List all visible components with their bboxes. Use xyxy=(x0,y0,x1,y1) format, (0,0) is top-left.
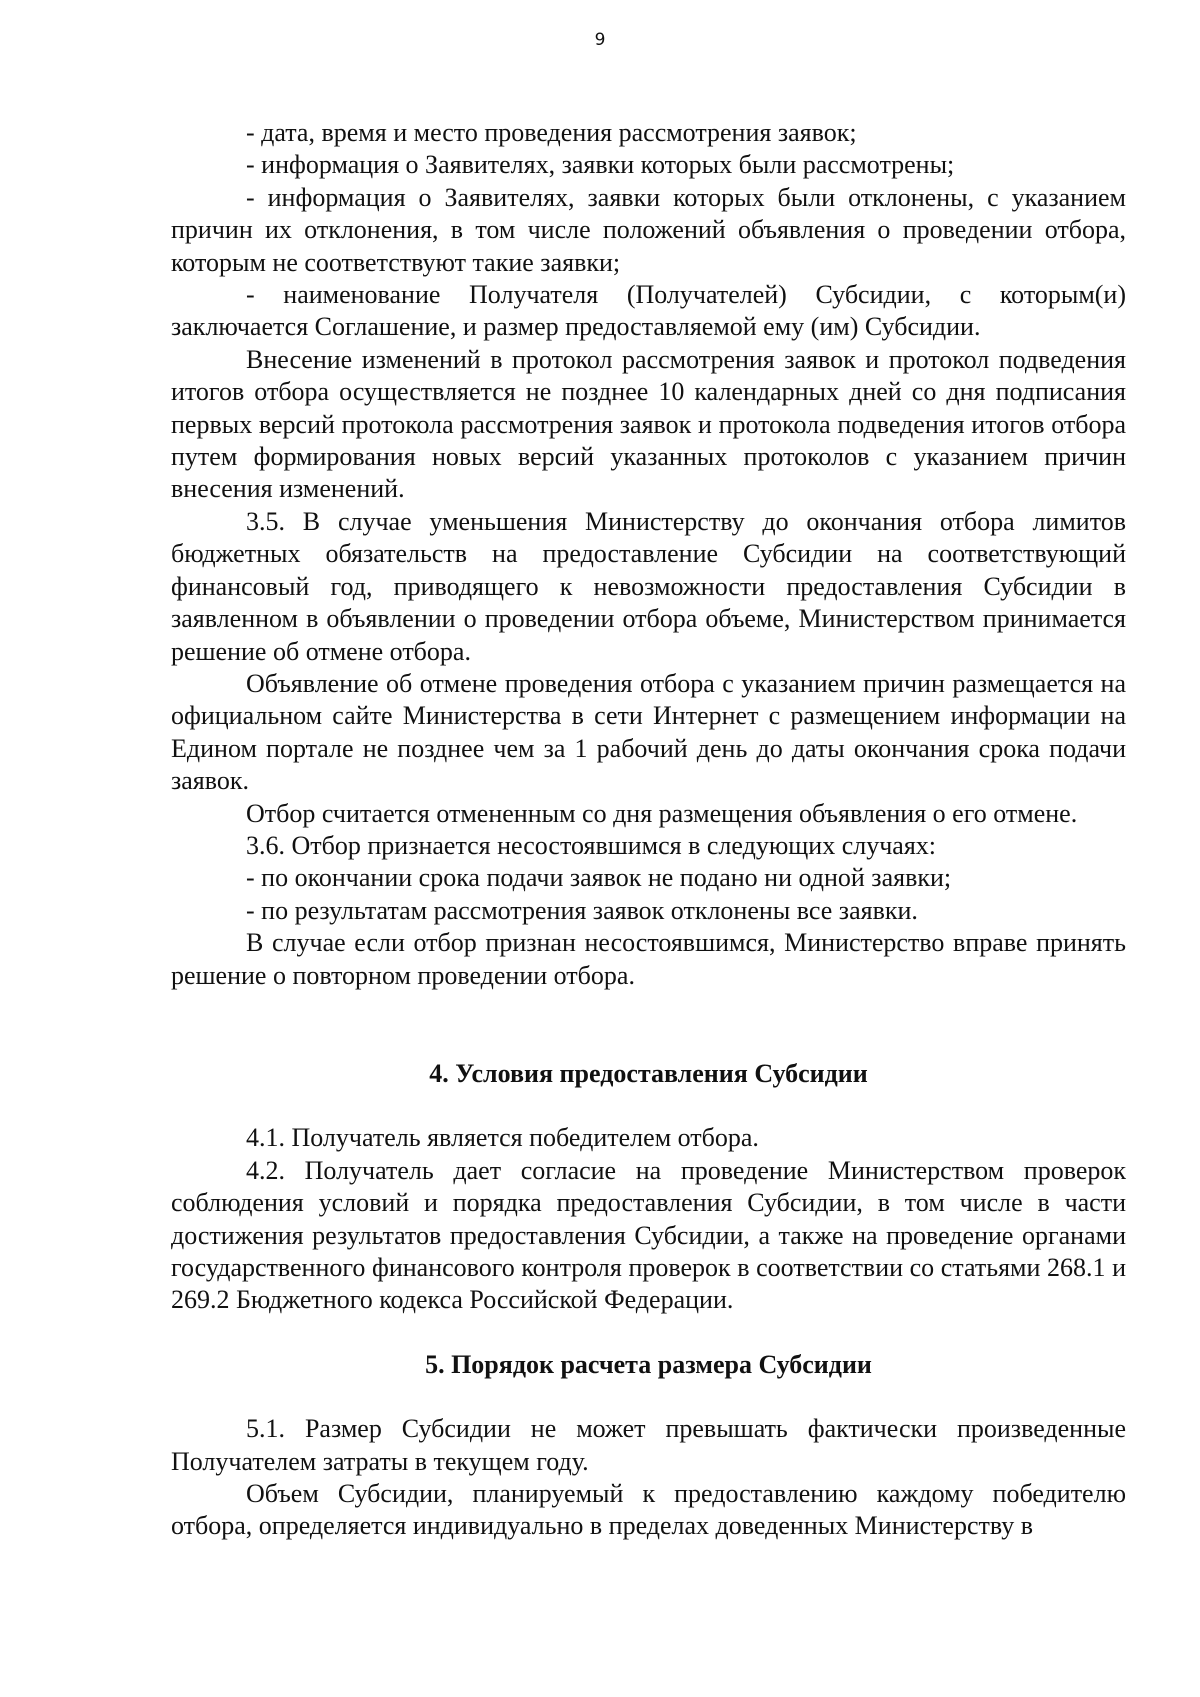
paragraph-3-5: 3.5. В случае уменьшения Министерству до окончания отбора лимитов бюджетных обязательств на предоставление Субсидии на соответствующий финансовый год, приводящего к невозможности предоставления Субсидии в заявленном в объявлении о проведении отбора объеме, Министерством принимается решение об отмене отбора. xyxy=(171,506,1126,666)
paragraph-4-2: 4.2. Получатель дает согласие на проведение Министерством проверок соблюдения условий и порядка предоставления Субсидии, в том числе в части достижения результатов предоставления Субсидии, а также на проведение органами государственного финансового контроля проверок в соответствии со статьями 268.1 и 269.2 Бюджетного кодекса Российской Федерации. xyxy=(171,1155,1126,1315)
paragraph-4-1: 4.1. Получатель является победителем отбора. xyxy=(246,1123,759,1153)
paragraph-protocol-date: - дата, время и место проведения рассмотрения заявок; xyxy=(246,118,857,147)
paragraph-protocol-recipient: - наименование Получателя (Получателей) Субсидии, с которым(и) заключается Соглашение, и размер предоставляемой ему (им) Субсидии. xyxy=(171,280,1126,342)
section-5-heading: 5. Порядок расчета размера Субсидии xyxy=(425,1349,872,1379)
paragraph-repeat-selection: В случае если отбор признан несостоявшимся, Министерство вправе принять решение о повторном проведении отбора. xyxy=(171,928,1126,990)
paragraph-protocol-rejected: - информация о Заявителях, заявки которых были отклонены, с указанием причин их отклонения, в том числе положений объявления о проведении отбора, которым не соответствуют такие заявки; xyxy=(171,182,1126,277)
paragraph-subsidy-volume: Объем Субсидии, планируемый к предоставлению каждому победителю отбора, определяется индивидуально в пределах доведенных Министерству в xyxy=(171,1479,1126,1541)
paragraph-all-rejected: - по результатам рассмотрения заявок отклонены все заявки. xyxy=(246,895,918,925)
paragraph-cancellation-effective: Отбор считается отмененным со дня размещения объявления о его отмене. xyxy=(246,798,1078,828)
paragraph-cancellation-notice: Объявление об отмене проведения отбора с указанием причин размещается на официальном сайте Министерства в сети Интернет с размещением информации на Едином портале не позднее чем за 1 рабочий день до даты окончания срока подачи заявок. xyxy=(171,668,1126,796)
paragraph-3-6: 3.6. Отбор признается несостоявшимся в следующих случаях: xyxy=(246,830,937,860)
page-number: 9 xyxy=(594,30,606,50)
paragraph-protocol-amendments: Внесение изменений в протокол рассмотрения заявок и протокол подведения итогов отбора осуществляется не позднее 10 календарных дней со дня подписания первых версий протокола рассмотрения заявок и протокола подведения итогов отбора путем формирования новых версий указанных протоколов с указанием причин внесения изменений. xyxy=(171,344,1126,504)
section-4-heading: 4. Условия предоставления Субсидии xyxy=(429,1058,868,1088)
document-body xyxy=(171,117,1126,1543)
paragraph-no-applications: - по окончании срока подачи заявок не подано ни одной заявки; xyxy=(246,863,952,893)
paragraph-protocol-reviewed: - информация о Заявителях, заявки которых были рассмотрены; xyxy=(246,150,955,180)
paragraph-5-1: 5.1. Размер Субсидии не может превышать фактически произведенные Получателем затраты в текущем году. xyxy=(171,1414,1126,1476)
